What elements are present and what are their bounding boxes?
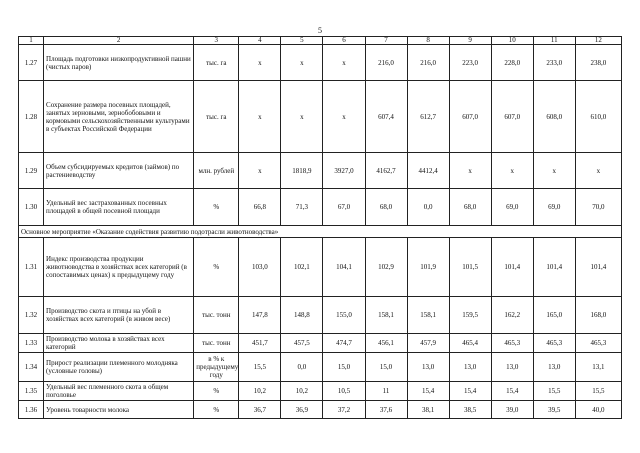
value-cell: 159,5 bbox=[449, 297, 491, 334]
value-cell: 148,8 bbox=[281, 297, 323, 334]
row-number: 1.35 bbox=[19, 382, 44, 401]
value-cell: 1818,9 bbox=[281, 153, 323, 189]
value-cell: 607,0 bbox=[449, 81, 491, 153]
value-cell: 38,5 bbox=[449, 401, 491, 419]
value-cell: х bbox=[239, 45, 281, 81]
value-cell: 102,9 bbox=[365, 238, 407, 297]
value-cell: 15,5 bbox=[533, 382, 575, 401]
value-cell: х bbox=[449, 153, 491, 189]
unit-cell: тыс. га bbox=[194, 45, 239, 81]
value-cell: 0,0 bbox=[407, 189, 449, 226]
value-cell: 13,0 bbox=[533, 353, 575, 382]
value-cell: 37,6 bbox=[365, 401, 407, 419]
header-cell: 12 bbox=[575, 37, 621, 45]
value-cell: 70,0 bbox=[575, 189, 621, 226]
value-cell: х bbox=[239, 81, 281, 153]
value-cell: 13,0 bbox=[407, 353, 449, 382]
value-cell: 15,4 bbox=[407, 382, 449, 401]
value-cell: 101,5 bbox=[449, 238, 491, 297]
value-cell: 3927,0 bbox=[323, 153, 365, 189]
table-row bbox=[19, 238, 622, 297]
value-cell: 162,2 bbox=[491, 297, 533, 334]
indicators-table bbox=[18, 36, 622, 419]
value-cell: х bbox=[281, 45, 323, 81]
indicator-name: Удельный вес застрахованных посевных площадей в общей посевной площади bbox=[44, 189, 194, 226]
row-number: 1.27 bbox=[19, 45, 44, 81]
value-cell: 612,7 bbox=[407, 81, 449, 153]
value-cell: 457,9 bbox=[407, 334, 449, 353]
value-cell: 13,0 bbox=[491, 353, 533, 382]
section-row bbox=[19, 226, 622, 238]
section-title: Основное мероприятие «Оказание содействия развитию подотрасли животноводства» bbox=[19, 226, 622, 238]
value-cell: 101,4 bbox=[533, 238, 575, 297]
value-cell: 158,1 bbox=[365, 297, 407, 334]
value-cell: 465,3 bbox=[575, 334, 621, 353]
value-cell: 13,1 bbox=[575, 353, 621, 382]
value-cell: 36,9 bbox=[281, 401, 323, 419]
value-cell: 39,0 bbox=[491, 401, 533, 419]
value-cell: 101,4 bbox=[575, 238, 621, 297]
value-cell: 465,3 bbox=[491, 334, 533, 353]
header-row bbox=[19, 37, 622, 45]
value-cell: 66,8 bbox=[239, 189, 281, 226]
value-cell: 607,4 bbox=[365, 81, 407, 153]
value-cell: 13,0 bbox=[449, 353, 491, 382]
value-cell: 15,5 bbox=[239, 353, 281, 382]
row-number: 1.33 bbox=[19, 334, 44, 353]
value-cell: 474,7 bbox=[323, 334, 365, 353]
table-row bbox=[19, 353, 622, 382]
value-cell: 69,0 bbox=[491, 189, 533, 226]
value-cell: 68,0 bbox=[449, 189, 491, 226]
value-cell: 10,5 bbox=[323, 382, 365, 401]
unit-cell: тыс. тонн bbox=[194, 297, 239, 334]
value-cell: 465,3 bbox=[533, 334, 575, 353]
value-cell: 36,7 bbox=[239, 401, 281, 419]
value-cell: 103,0 bbox=[239, 238, 281, 297]
value-cell: 456,1 bbox=[365, 334, 407, 353]
unit-cell: % bbox=[194, 401, 239, 419]
value-cell: 451,7 bbox=[239, 334, 281, 353]
value-cell: 158,1 bbox=[407, 297, 449, 334]
indicator-name: Прирост реализации племенного молодняка (условные головы) bbox=[44, 353, 194, 382]
table-row bbox=[19, 153, 622, 189]
value-cell: 216,0 bbox=[407, 45, 449, 81]
value-cell: 168,0 bbox=[575, 297, 621, 334]
table-row bbox=[19, 297, 622, 334]
row-number: 1.30 bbox=[19, 189, 44, 226]
value-cell: 15,5 bbox=[575, 382, 621, 401]
header-cell: 6 bbox=[323, 37, 365, 45]
value-cell: 4412,4 bbox=[407, 153, 449, 189]
header-cell: 10 bbox=[491, 37, 533, 45]
header-cell: 3 bbox=[194, 37, 239, 45]
value-cell: х bbox=[575, 153, 621, 189]
value-cell: 67,0 bbox=[323, 189, 365, 226]
unit-cell: % bbox=[194, 238, 239, 297]
table-row bbox=[19, 401, 622, 419]
row-number: 1.29 bbox=[19, 153, 44, 189]
value-cell: 15,4 bbox=[491, 382, 533, 401]
value-cell: 238,0 bbox=[575, 45, 621, 81]
value-cell: 216,0 bbox=[365, 45, 407, 81]
value-cell: 465,4 bbox=[449, 334, 491, 353]
row-number: 1.31 bbox=[19, 238, 44, 297]
indicator-name: Удельный вес племенного скота в общем поголовье bbox=[44, 382, 194, 401]
row-number: 1.34 bbox=[19, 353, 44, 382]
indicator-name: Площадь подготовки низкопродуктивной пашни (чистых паров) bbox=[44, 45, 194, 81]
unit-cell: % bbox=[194, 382, 239, 401]
livestock-indicators bbox=[19, 238, 622, 419]
value-cell: 38,1 bbox=[407, 401, 449, 419]
value-cell: 223,0 bbox=[449, 45, 491, 81]
value-cell: х bbox=[533, 153, 575, 189]
value-cell: 457,5 bbox=[281, 334, 323, 353]
crop-indicators bbox=[19, 45, 622, 226]
value-cell: х bbox=[491, 153, 533, 189]
value-cell: 15,0 bbox=[365, 353, 407, 382]
header-cell: 4 bbox=[239, 37, 281, 45]
value-cell: 101,9 bbox=[407, 238, 449, 297]
header-cell: 7 bbox=[365, 37, 407, 45]
unit-cell: тыс. га bbox=[194, 81, 239, 153]
header-cell: 8 bbox=[407, 37, 449, 45]
unit-cell: млн. рублей bbox=[194, 153, 239, 189]
value-cell: 10,2 bbox=[239, 382, 281, 401]
value-cell: 610,0 bbox=[575, 81, 621, 153]
value-cell: 68,0 bbox=[365, 189, 407, 226]
indicator-name: Производство скота и птицы на убой в хозяйствах всех категорий (в живом весе) bbox=[44, 297, 194, 334]
header-cell: 2 bbox=[44, 37, 194, 45]
value-cell: 15,0 bbox=[323, 353, 365, 382]
value-cell: 11 bbox=[365, 382, 407, 401]
table-row bbox=[19, 334, 622, 353]
indicator-name: Уровень товарности молока bbox=[44, 401, 194, 419]
value-cell: 608,0 bbox=[533, 81, 575, 153]
value-cell: 0,0 bbox=[281, 353, 323, 382]
value-cell: 101,4 bbox=[491, 238, 533, 297]
value-cell: 37,2 bbox=[323, 401, 365, 419]
value-cell: х bbox=[239, 153, 281, 189]
indicator-name: Производство молока в хозяйствах всех категорий bbox=[44, 334, 194, 353]
row-number: 1.32 bbox=[19, 297, 44, 334]
header-cell: 1 bbox=[19, 37, 44, 45]
value-cell: 39,5 bbox=[533, 401, 575, 419]
value-cell: 15,4 bbox=[449, 382, 491, 401]
indicator-name: Объем субсидируемых кредитов (займов) по растениеводству bbox=[44, 153, 194, 189]
value-cell: х bbox=[323, 81, 365, 153]
header-cell: 11 bbox=[533, 37, 575, 45]
table-row bbox=[19, 189, 622, 226]
value-cell: 233,0 bbox=[533, 45, 575, 81]
value-cell: 69,0 bbox=[533, 189, 575, 226]
value-cell: 607,0 bbox=[491, 81, 533, 153]
table-row bbox=[19, 382, 622, 401]
value-cell: 228,0 bbox=[491, 45, 533, 81]
header-cell: 5 bbox=[281, 37, 323, 45]
unit-cell: тыс. тонн bbox=[194, 334, 239, 353]
value-cell: 155,0 bbox=[323, 297, 365, 334]
table-row bbox=[19, 45, 622, 81]
row-number: 1.28 bbox=[19, 81, 44, 153]
value-cell: 165,0 bbox=[533, 297, 575, 334]
value-cell: 10,2 bbox=[281, 382, 323, 401]
value-cell: 71,3 bbox=[281, 189, 323, 226]
value-cell: 4162,7 bbox=[365, 153, 407, 189]
page-number: 5 bbox=[318, 26, 322, 35]
value-cell: х bbox=[323, 45, 365, 81]
value-cell: 104,1 bbox=[323, 238, 365, 297]
row-number: 1.36 bbox=[19, 401, 44, 419]
value-cell: 40,0 bbox=[575, 401, 621, 419]
unit-cell: % bbox=[194, 189, 239, 226]
value-cell: 147,8 bbox=[239, 297, 281, 334]
header-cell: 9 bbox=[449, 37, 491, 45]
indicator-name: Индекс производства продукции животноводства в хозяйствах всех категорий (в сопоставимых ценах) к предыдущему году bbox=[44, 238, 194, 297]
unit-cell: в % к предыдущему году bbox=[194, 353, 239, 382]
table-row bbox=[19, 81, 622, 153]
indicator-name: Сохранение размера посевных площадей, занятых зерновыми, зернобобовыми и кормовыми сельскохозяйственными культурами в субъектах Российской Федерации bbox=[44, 81, 194, 153]
value-cell: х bbox=[281, 81, 323, 153]
value-cell: 102,1 bbox=[281, 238, 323, 297]
